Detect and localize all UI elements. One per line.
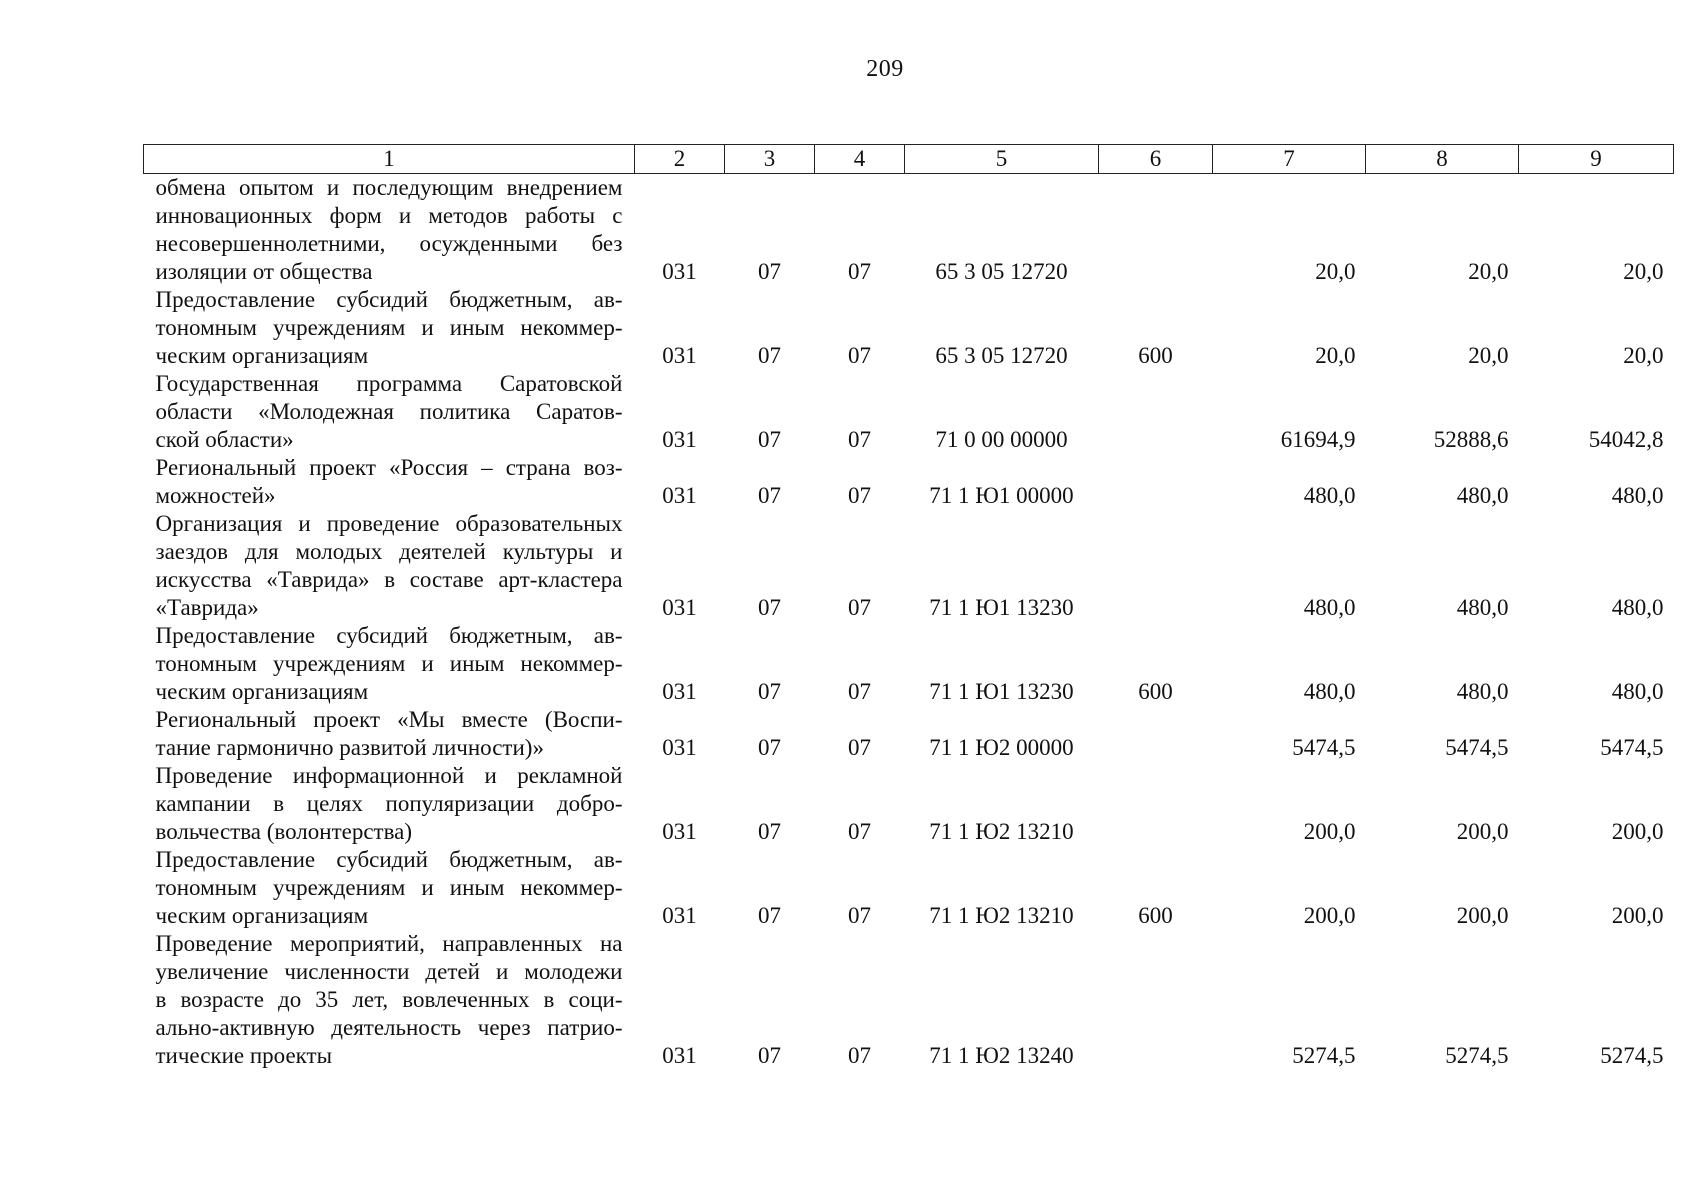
cell-section: 07 [758, 1043, 781, 1068]
cell-amount-year1: 5474,5 [1292, 735, 1356, 760]
cell-code-admin: 031 [662, 1043, 697, 1068]
cell-amount-year2: 480,0 [1456, 679, 1509, 704]
cell-code-admin: 031 [662, 735, 697, 760]
cell-subsection: 07 [848, 483, 871, 508]
cell-amount-year2: 480,0 [1456, 483, 1509, 508]
cell-amount-year1: 480,0 [1303, 483, 1356, 508]
cell-amount-year2: 5474,5 [1445, 735, 1509, 760]
cell-code-admin: 031 [662, 483, 697, 508]
column-header: 6 [1099, 145, 1213, 174]
cell-section: 07 [758, 595, 781, 620]
description-line: тономным учреждениям и иным некоммер- [155, 651, 623, 676]
description-line: Проведение информационной и рекламной [155, 763, 623, 788]
table-row [144, 286, 1674, 370]
description-line: Региональный проект «Россия – страна воз- [155, 455, 623, 480]
description-line: несовершеннолетними, осужденными без [155, 231, 623, 256]
description-line: Проведение мероприятий, направленных на [155, 931, 623, 956]
description-line: Предоставление субсидий бюджетным, ав- [155, 847, 623, 872]
cell-amount-year1: 20,0 [1315, 343, 1356, 368]
description-line: Организация и проведение образовательных [155, 511, 623, 536]
cell-target-article: 71 1 Ю2 00000 [929, 735, 1074, 760]
description-line: тические проекты [155, 1043, 333, 1068]
cell-section: 07 [758, 259, 781, 284]
row-description [144, 286, 635, 370]
cell-amount-year3: 5474,5 [1600, 735, 1664, 760]
cell-amount-year3: 54042,8 [1588, 427, 1664, 452]
cell-amount-year2: 20,0 [1468, 343, 1509, 368]
cell-amount-year3: 20,0 [1623, 259, 1664, 284]
description-line: Предоставление субсидий бюджетным, ав- [155, 623, 623, 648]
cell-amount-year2: 5274,5 [1445, 1043, 1509, 1068]
cell-code-admin: 031 [662, 679, 697, 704]
description-line: тономным учреждениям и иным некоммер- [155, 315, 623, 340]
cell-subsection: 07 [848, 735, 871, 760]
description-line: Региональный проект «Мы вместе (Воспи- [155, 707, 623, 732]
description-line: области «Молодежная политика Саратов- [155, 399, 623, 424]
cell-target-article: 71 1 Ю1 00000 [929, 483, 1074, 508]
column-header: 9 [1519, 145, 1674, 174]
cell-expense-type: 600 [1138, 679, 1173, 704]
cell-section: 07 [758, 679, 781, 704]
table-row [144, 174, 1674, 287]
description-line: заездов для молодых деятелей культуры и [155, 539, 623, 564]
row-description [144, 454, 635, 510]
cell-code-admin: 031 [662, 427, 697, 452]
cell-target-article: 71 1 Ю1 13230 [929, 595, 1074, 620]
cell-amount-year3: 200,0 [1611, 819, 1664, 844]
cell-expense-type [1099, 454, 1213, 510]
description-line: ской области» [155, 427, 294, 452]
column-header: 7 [1213, 145, 1366, 174]
cell-amount-year1: 480,0 [1303, 595, 1356, 620]
table-body [144, 174, 1674, 1071]
cell-subsection: 07 [848, 1043, 871, 1068]
cell-target-article: 65 3 05 12720 [935, 343, 1068, 368]
description-line: «Таврида» [155, 595, 259, 620]
description-line: в возрасте до 35 лет, вовлеченных в соци- [155, 987, 623, 1012]
cell-target-article: 71 1 Ю2 13240 [929, 1043, 1074, 1068]
table-row [144, 706, 1674, 762]
cell-amount-year1: 20,0 [1315, 259, 1356, 284]
column-header: 4 [815, 145, 905, 174]
column-header: 8 [1366, 145, 1519, 174]
cell-expense-type: 600 [1138, 903, 1173, 928]
column-header: 1 [144, 145, 635, 174]
row-description [144, 762, 635, 846]
description-line: увеличение численности детей и молодежи [155, 959, 623, 984]
column-header: 2 [635, 145, 725, 174]
cell-target-article: 71 1 Ю2 13210 [929, 819, 1074, 844]
cell-amount-year2: 20,0 [1468, 259, 1509, 284]
cell-code-admin: 031 [662, 343, 697, 368]
table-row [144, 930, 1674, 1070]
page-number: 209 [866, 56, 904, 82]
cell-section: 07 [758, 343, 781, 368]
row-description [144, 846, 635, 930]
table-row [144, 846, 1674, 930]
table-header [144, 145, 1674, 174]
cell-section: 07 [758, 903, 781, 928]
description-line: изоляции от общества [155, 259, 373, 284]
cell-section: 07 [758, 427, 781, 452]
cell-subsection: 07 [848, 903, 871, 928]
cell-subsection: 07 [848, 427, 871, 452]
header-row [144, 145, 1674, 174]
cell-expense-type [1099, 174, 1213, 287]
description-line: инновационных форм и методов работы с [155, 203, 623, 228]
cell-amount-year2: 52888,6 [1433, 427, 1509, 452]
table-row [144, 762, 1674, 846]
row-description [144, 706, 635, 762]
cell-amount-year3: 5274,5 [1600, 1043, 1664, 1068]
cell-expense-type [1099, 762, 1213, 846]
cell-code-admin: 031 [662, 595, 697, 620]
cell-section: 07 [758, 735, 781, 760]
description-line: ческим организациям [155, 343, 369, 368]
cell-target-article: 71 0 00 00000 [935, 427, 1068, 452]
description-line: ческим организациям [155, 679, 369, 704]
cell-amount-year3: 200,0 [1611, 903, 1664, 928]
row-description [144, 930, 635, 1070]
budget-table [143, 144, 1674, 1070]
row-description [144, 510, 635, 622]
cell-amount-year1: 200,0 [1303, 903, 1356, 928]
cell-amount-year3: 480,0 [1611, 595, 1664, 620]
table-row [144, 622, 1674, 706]
description-line: обмена опытом и последующим внедрением [155, 175, 623, 200]
cell-code-admin: 031 [662, 903, 697, 928]
table-row [144, 510, 1674, 622]
cell-amount-year2: 200,0 [1456, 903, 1509, 928]
cell-subsection: 07 [848, 679, 871, 704]
cell-expense-type [1099, 930, 1213, 1070]
cell-expense-type: 600 [1138, 343, 1173, 368]
row-description [144, 370, 635, 454]
column-header: 5 [905, 145, 1099, 174]
cell-subsection: 07 [848, 595, 871, 620]
cell-amount-year3: 480,0 [1611, 483, 1664, 508]
cell-subsection: 07 [848, 819, 871, 844]
row-description [144, 622, 635, 706]
cell-code-admin: 031 [662, 259, 697, 284]
table-row [144, 454, 1674, 510]
cell-amount-year1: 200,0 [1303, 819, 1356, 844]
description-line: вольчества (волонтерства) [155, 819, 413, 844]
description-line: ческим организациям [155, 903, 369, 928]
cell-amount-year1: 61694,9 [1280, 427, 1356, 452]
cell-code-admin: 031 [662, 819, 697, 844]
description-line: можностей» [155, 483, 276, 508]
cell-amount-year1: 480,0 [1303, 679, 1356, 704]
cell-target-article: 71 1 Ю1 13230 [929, 679, 1074, 704]
cell-target-article: 65 3 05 12720 [935, 259, 1068, 284]
description-line: Государственная программа Саратовской [155, 371, 623, 396]
cell-expense-type [1099, 370, 1213, 454]
cell-amount-year2: 480,0 [1456, 595, 1509, 620]
description-line: Предоставление субсидий бюджетным, ав- [155, 287, 623, 312]
cell-amount-year1: 5274,5 [1292, 1043, 1356, 1068]
cell-amount-year3: 20,0 [1623, 343, 1664, 368]
cell-amount-year2: 200,0 [1456, 819, 1509, 844]
description-line: искусства «Таврида» в составе арт-кластера [155, 567, 623, 592]
description-line: ально-активную деятельность через патрио- [155, 1015, 623, 1040]
cell-expense-type [1099, 510, 1213, 622]
table-row [144, 370, 1674, 454]
description-line: тание гармонично развитой личности)» [155, 735, 544, 760]
description-line: кампании в целях популяризации добро- [155, 791, 623, 816]
row-description [144, 174, 635, 287]
column-header: 3 [725, 145, 815, 174]
cell-expense-type [1099, 706, 1213, 762]
cell-subsection: 07 [848, 343, 871, 368]
cell-subsection: 07 [848, 259, 871, 284]
cell-amount-year3: 480,0 [1611, 679, 1664, 704]
cell-target-article: 71 1 Ю2 13210 [929, 903, 1074, 928]
description-line: тономным учреждениям и иным некоммер- [155, 875, 623, 900]
cell-section: 07 [758, 483, 781, 508]
cell-section: 07 [758, 819, 781, 844]
